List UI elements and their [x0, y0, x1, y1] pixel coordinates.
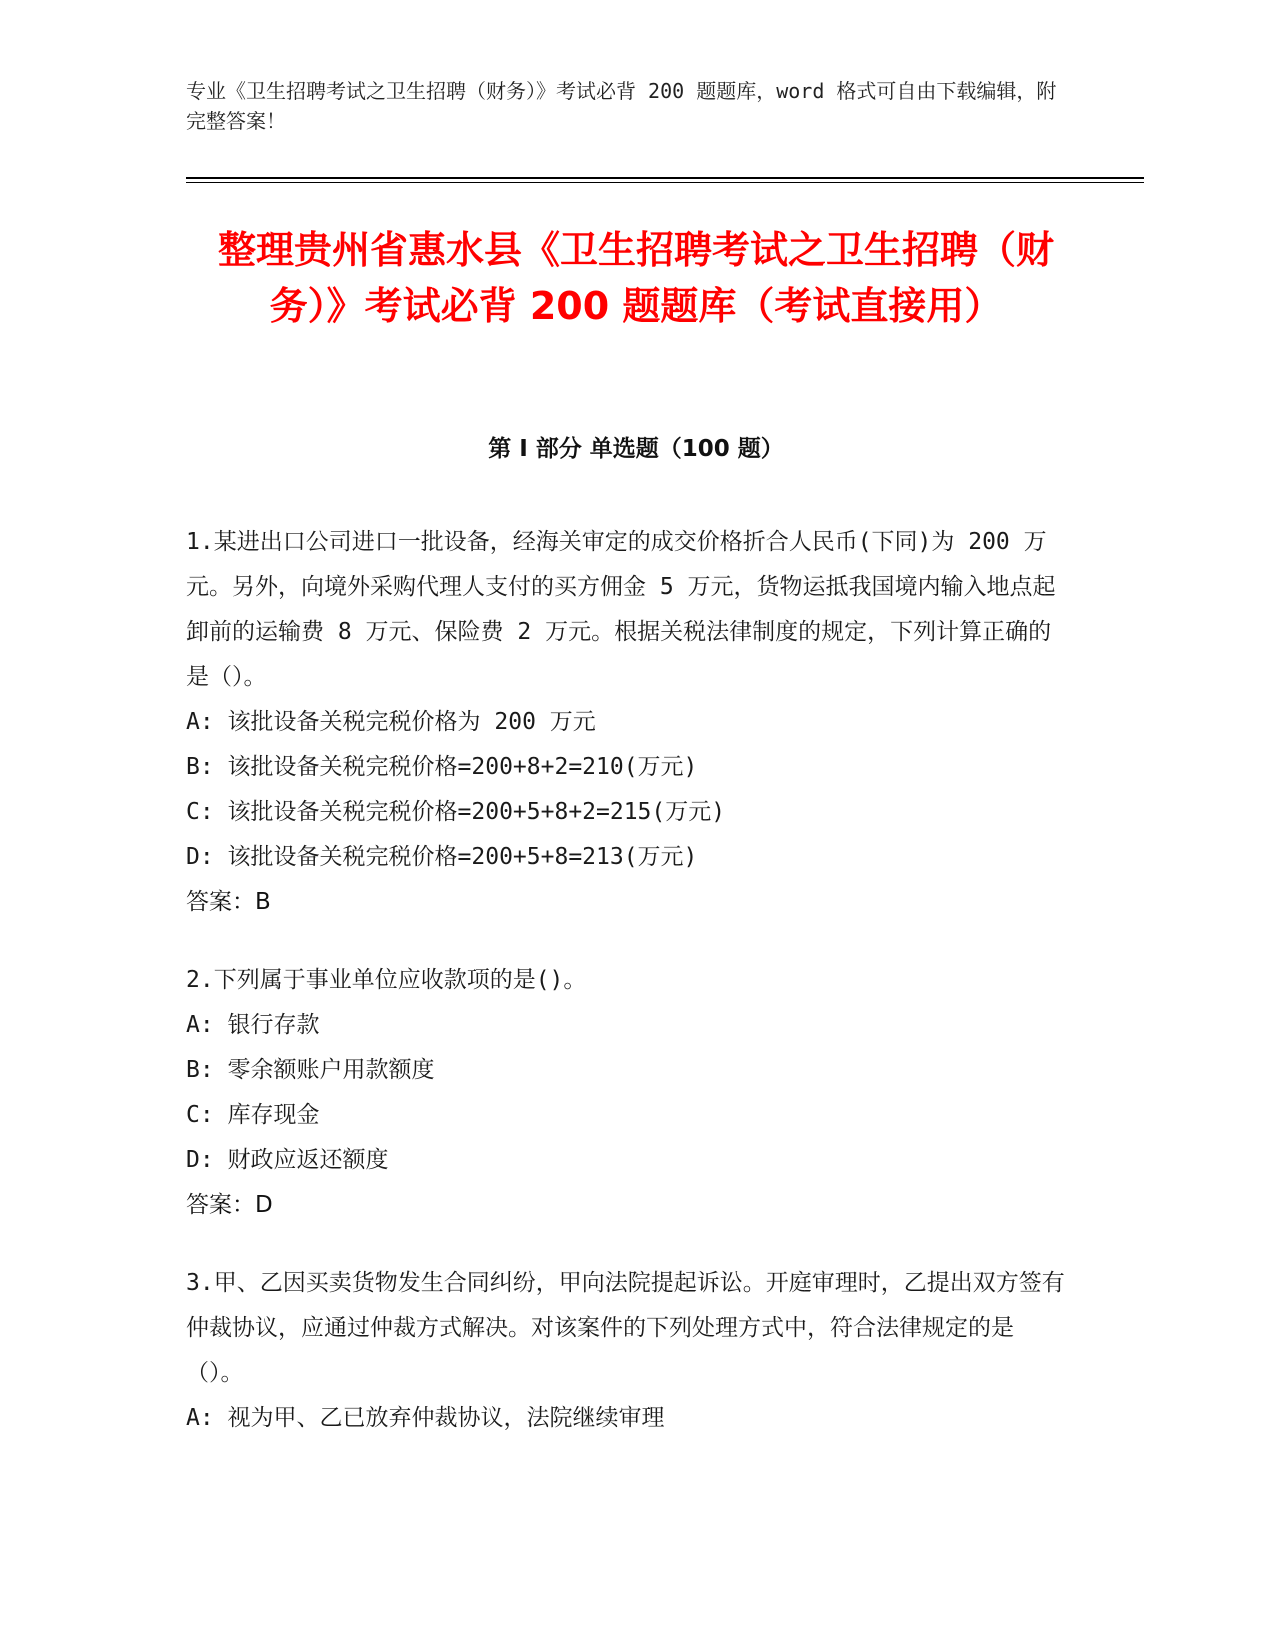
option-d: D: 财政应返还额度 [186, 1147, 389, 1173]
section-heading: 第 I 部分 单选题（100 题） [488, 436, 784, 462]
question-stem: 2.下列属于事业单位应收款项的是()。 [186, 967, 587, 993]
question-stem: 1.某进出口公司进口一批设备，经海关审定的成交价格折合人民币(下同)为 200 万元。另外，向境外采购代理人支付的买方佣金 5 万元，货物运抵我国境内输入地点起卸前的运输费 8 万元、保险费 2 万元。根据关税法律制度的规定，下列计算正确的是（）。 [186, 529, 1056, 690]
question-list [186, 520, 1066, 1474]
option-d: D: 该批设备关税完税价格=200+5+8=213(万元) [186, 844, 698, 870]
option-c: C: 该批设备关税完税价格=200+5+8+2=215(万元) [186, 799, 726, 825]
header-note: 专业《卫生招聘考试之卫生招聘（财务）》考试必背 200 题题库，word 格式可自由下载编辑，附完整答案！ [186, 79, 1057, 133]
header-divider-thick [186, 177, 1144, 179]
option-a: A: 该批设备关税完税价格为 200 万元 [186, 709, 596, 735]
option-a: A: 视为甲、乙已放弃仲裁协议，法院继续审理 [186, 1405, 665, 1431]
answer: 答案：B [186, 889, 271, 915]
option-b: B: 该批设备关税完税价格=200+8+2=210(万元) [186, 754, 698, 780]
option-b: B: 零余额账户用款额度 [186, 1057, 435, 1083]
header-divider-thin [186, 182, 1144, 183]
question-3 [186, 1261, 1066, 1441]
option-c: C: 库存现金 [186, 1102, 320, 1128]
option-a: A: 银行存款 [186, 1012, 320, 1038]
question-2 [186, 958, 1066, 1228]
question-1 [186, 520, 1066, 925]
answer: 答案：D [186, 1192, 273, 1218]
document-title: 整理贵州省惠水县《卫生招聘考试之卫生招聘（财务）》考试必背 200 题题库（考试直接用） [217, 228, 1054, 328]
question-stem: 3.甲、乙因买卖货物发生合同纠纷，甲向法院提起诉讼。开庭审理时，乙提出双方签有仲裁协议，应通过仲裁方式解决。对该案件的下列处理方式中，符合法律规定的是（）。 [186, 1270, 1065, 1386]
